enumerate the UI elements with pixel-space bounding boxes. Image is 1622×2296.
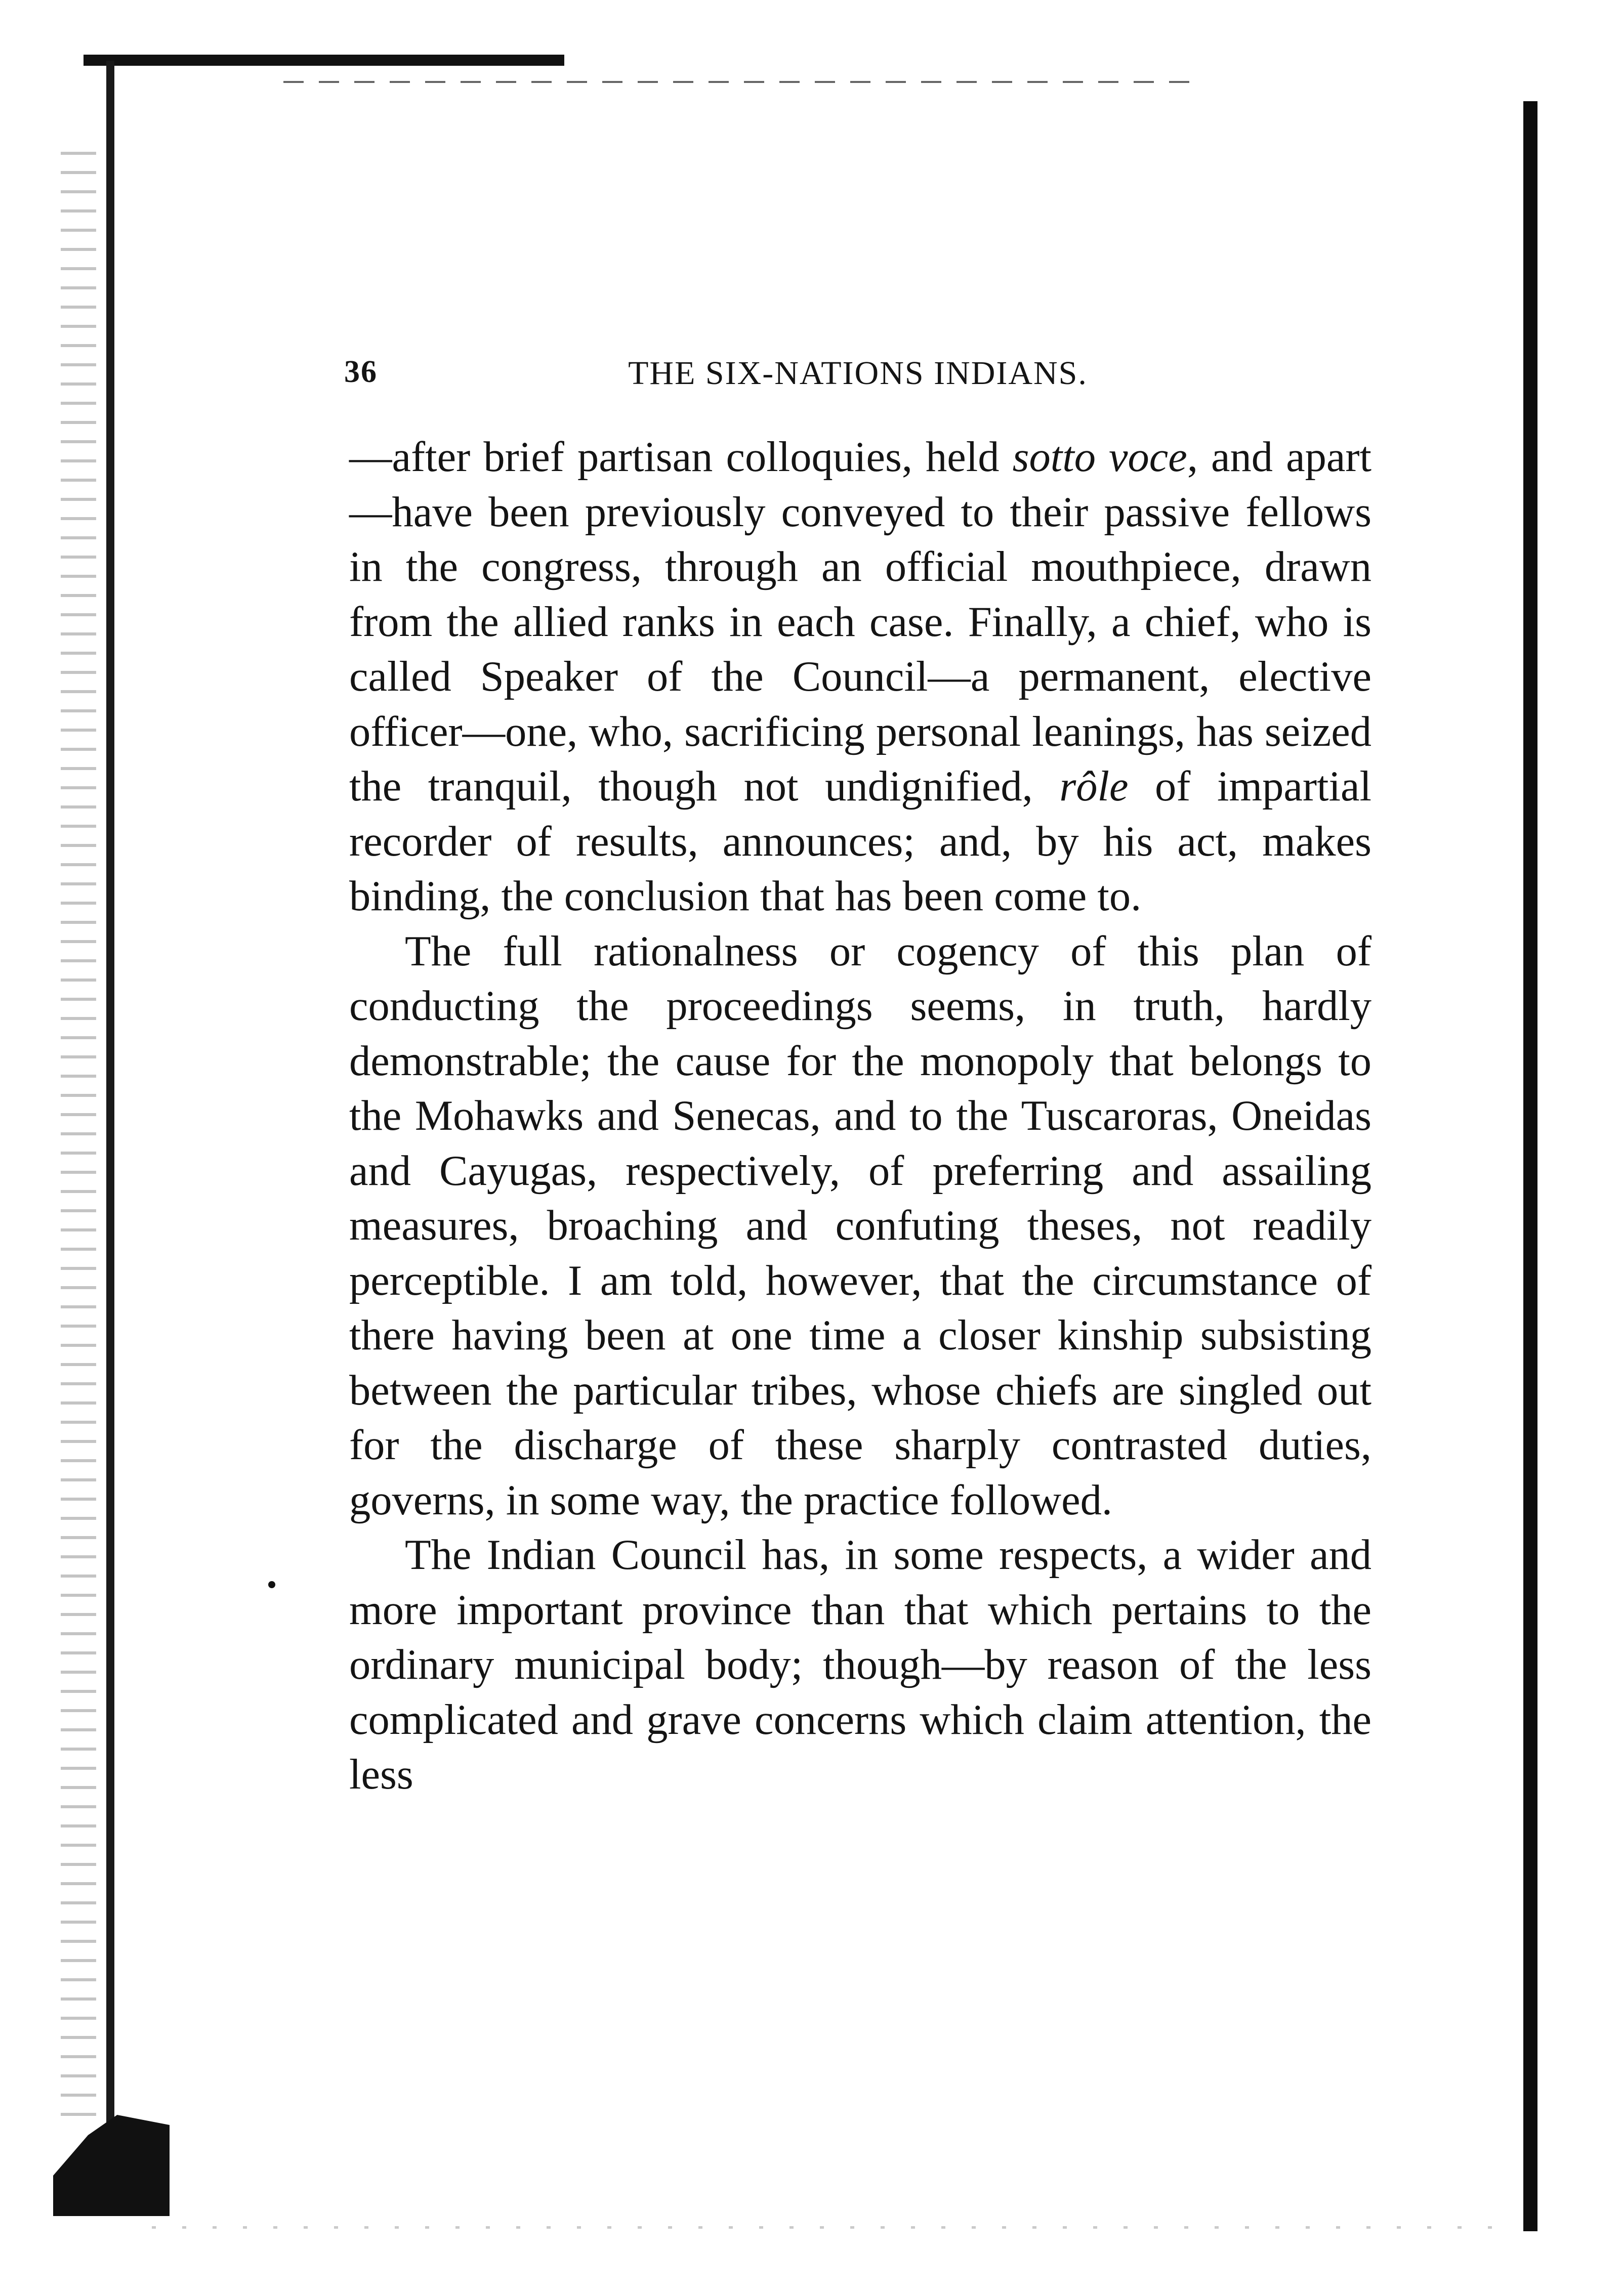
scan-edge-top-rule	[84, 55, 564, 66]
paragraph-3: The Indian Council has, in some respects, a wider and more important province than that which pertains to the ordinary municipal body; though—by reason of the less complicated and grave concerns which claim attention, the less	[349, 1532, 1371, 1798]
paragraph-1-part-b: , and apart—have been previously conveyed to their passive fellows in the congress, through an official mouthpiece, drawn from the allied ranks in each case. Finally, a chief, who is called Speaker of the Council—a permanent, elective officer—one, who, sacrificing personal leanings, has seized the tranquil, though not undignified,	[349, 434, 1371, 810]
paragraph-1-part-a: —after brief partisan colloquies, held	[349, 434, 1013, 481]
paragraph-1	[349, 430, 1371, 924]
scan-edge-right-bar	[1523, 101, 1537, 2231]
scan-edge-top-faint-rule	[283, 81, 1204, 83]
scan-edge-bottom-speckles	[152, 2226, 1493, 2229]
italic-sotto-voce: sotto voce	[1012, 434, 1187, 481]
body-text	[349, 430, 1371, 1803]
paragraph-2: The full rationalness or cogency of this plan of conducting the proceedings seems, in truth, hardly demonstrable; the cause for the monopoly that belongs to the Mohawks and Senecas, and to the Tuscaroras, Oneidas and Cayugas, respectively, of preferring and assailing measures, broaching and confuting theses, not readily perceptible. I am told, however, that the circumstance of there having been at one time a closer kinship subsisting between the particular tribes, whose chiefs are singled out for the discharge of these sharply contrasted duties, governs, in some way, the practice followed.	[349, 927, 1371, 1524]
scan-corner-smudge	[53, 2115, 170, 2216]
scan-edge-left-speckles	[61, 152, 96, 2125]
italic-role: rôle	[1059, 763, 1129, 810]
page-number: 36	[344, 355, 378, 389]
scan-edge-left-border	[106, 61, 114, 2211]
stray-ink-dot	[268, 1581, 275, 1588]
running-title: THE SIX-NATIONS INDIANS.	[628, 355, 1088, 392]
paragraph-1-part-c: of impartial recorder of results, announces; and, by his act, makes binding, the conclusion that has been come to.	[349, 763, 1371, 920]
page-header	[344, 354, 1371, 395]
